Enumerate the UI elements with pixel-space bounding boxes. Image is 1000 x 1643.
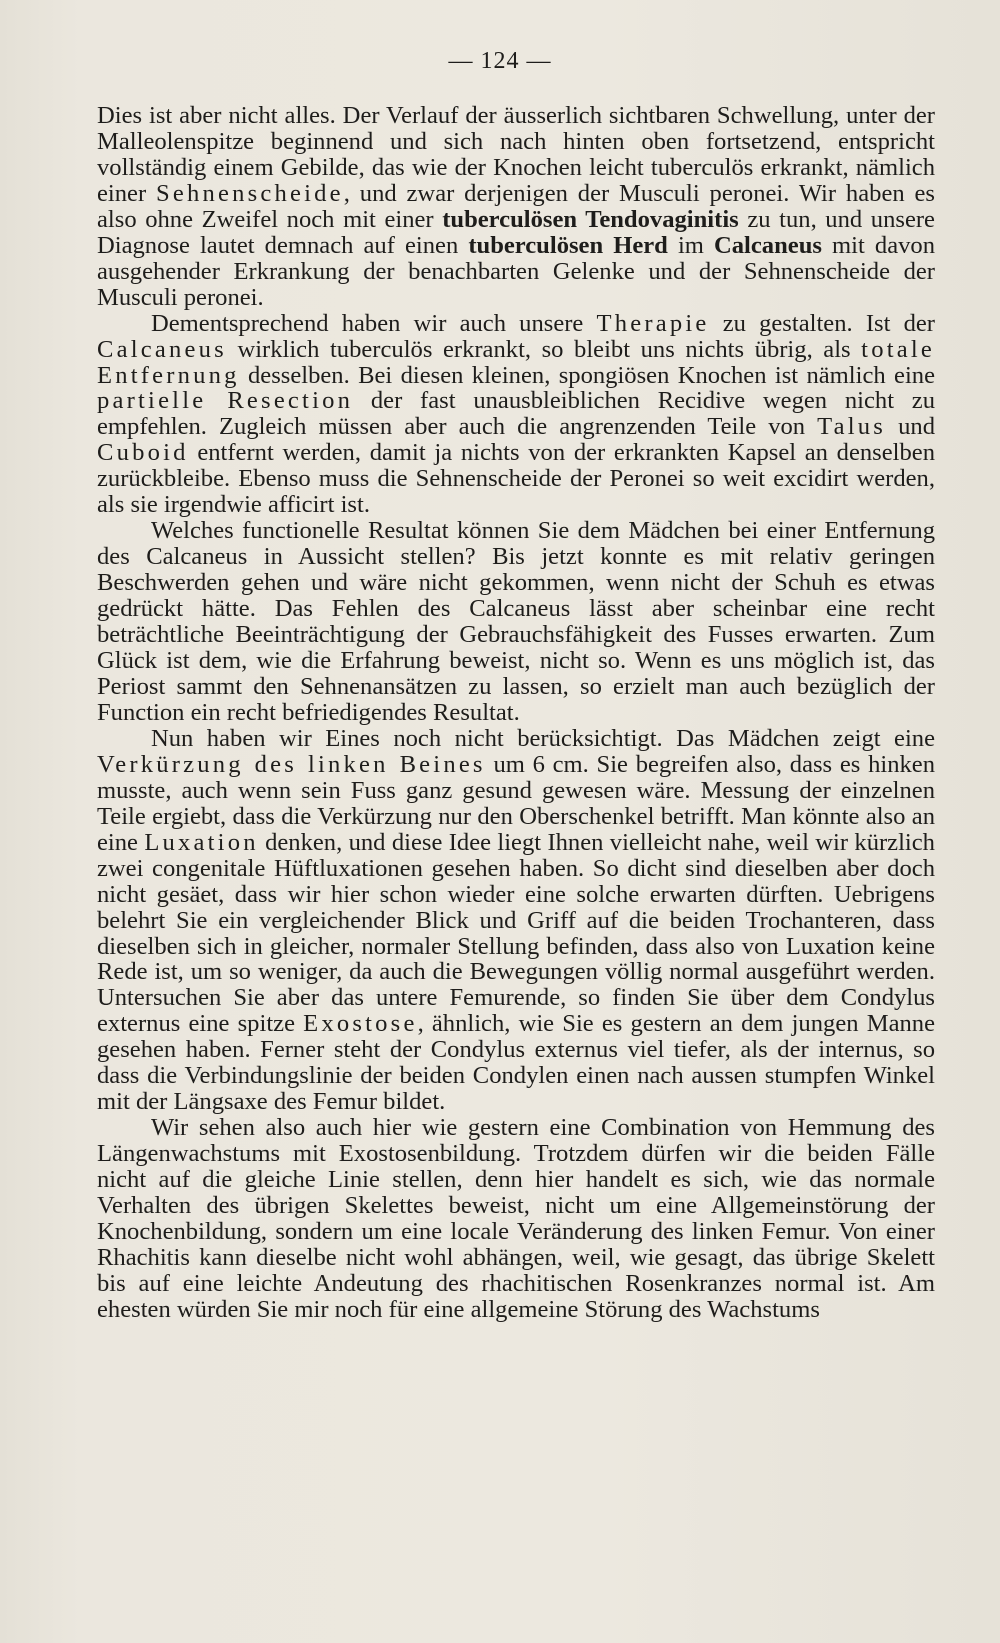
paragraph (97, 726, 935, 1115)
paragraph (97, 518, 935, 726)
paragraph (97, 311, 935, 519)
text-run: , und zwar derjenigen der Musculi peronei. Wir haben es also ohne Zweifel noch mit einer (97, 179, 935, 233)
text-run: im (667, 231, 714, 259)
text-run: Welches functionelle Resultat können Sie dem Mädchen bei einer Entfernung des Calcaneus in Aussicht stellen? Bis jetzt konnte es mit relativ geringen Beschwerden gehen und wäre nicht gekommen, wenn nicht der Schuh es etwas gedrückt hätte. Das Fehlen des Calcaneus lässt aber scheinbar eine recht beträchtliche Beeinträchtigung der Gebrauchsfähigkeit des Fusses erwarten. Zum Glück ist dem, wie die Erfahrung beweist, nicht so. Wenn es uns möglich ist, das Periost sammt den Sehnenansätzen zu lassen, so erzielt man auch bezüglich der Function ein recht befriedigendes Resultat. (97, 517, 935, 726)
spaced-text: Therapie (596, 309, 710, 337)
spaced-text: Talus (817, 413, 887, 441)
spaced-text: Verkürzung des linken Beines (97, 750, 486, 778)
text-run: entfernt werden, damit ja nichts von der erkrankten Kapsel an denselben zurückbleibe. Ebenso muss die Sehnenscheide der Peronei so weit excidirt werden, als sie irgendwie afficirt ist. (97, 439, 935, 519)
text-run: Dies ist aber nicht alles. Der Verlauf der äusserlich sichtbaren Schwellung, unter der Malleolenspitze beginnend und sich nach hinten oben fortsetzend, entspricht vollständig einem Gebilde, das wie der Knochen leicht tuberculös erkrankt, nämlich einer (97, 102, 935, 207)
text-run: Wir sehen also auch hier wie gestern eine Combination von Hemmung des Längenwachstums mit Exostosenbildung. Trotzdem dürfen wir die beiden Fälle nicht auf die gleiche Linie stellen, denn hier handelt es sich, wie das normale Verhalten des übrigen Skelettes beweist, nicht um eine Allgemeinstörung der Knochenbildung, sondern um eine locale Veränderung des linken Femur. Von einer Rhachitis kann dieselbe nicht wohl abhängen, weil, wie gesagt, das übrige Skelett bis auf eine leichte Andeutung des rhachitischen Rosenkranzes normal ist. Am ehesten würden Sie mir noch für eine allgemeine Störung des Wachstums (97, 1114, 935, 1323)
spaced-text: Luxation (144, 828, 259, 856)
text-run: denken, und diese Idee liegt Ihnen vielleicht nahe, weil wir kürzlich zwei congenitale Hüftluxationen gesehen haben. So dicht sind dieselben aber doch nicht gesäet, dass wir hier schon wieder eine solche erwarten dürften. Uebrigens belehrt Sie ein vergleichender Blick und Griff auf die beiden Trochanteren, dass dieselben sich in gleicher, normaler Stellung befinden, dass also von Luxation keine Rede ist, um so weniger, da auch die Bewegungen völlig normal ausgeführt werden. Untersuchen Sie aber das untere Femurende, so finden Sie über dem Condylus externus eine spitze (97, 828, 935, 1038)
spaced-text: partielle Resection (97, 387, 354, 415)
text-run: Nun haben wir Eines noch nicht berücksichtigt. Das Mädchen zeigt eine (151, 724, 935, 752)
text-run: mit davon ausgehender Erkrankung der benachbarten Gelenke und der Sehnenscheide der Musculi peronei. (97, 231, 936, 311)
spaced-text: Calcaneus (97, 335, 227, 363)
bold-text: tuberculösen Tendovaginitis (442, 205, 739, 233)
bold-text: tuberculösen Herd (468, 231, 668, 259)
spaced-text: Exostose (303, 1010, 418, 1038)
spaced-text: Sehnenscheide (156, 179, 344, 207)
text-run: zu gestalten. Ist der (709, 309, 935, 337)
text-run: zu tun, und unsere Diagnose lautet demnach auf einen (97, 205, 935, 259)
text-run: und (886, 413, 935, 441)
text-run: desselben. Bei diesen kleinen, spongiösen Knochen ist nämlich eine (239, 361, 935, 389)
page-number: — 124 — (448, 48, 552, 74)
spaced-text: Cuboid (97, 439, 189, 467)
text-run: der fast unausbleiblichen Recidive wegen nicht zu empfehlen. Zugleich müssen aber auch die angrenzenden Teile von (97, 387, 935, 441)
spaced-text: totale Entfernung (97, 335, 935, 389)
body-text (97, 103, 935, 1323)
text-run: , ähnlich, wie Sie es gestern an dem jungen Manne gesehen haben. Ferner steht der Condylus externus viel tiefer, als der internus, so dass die Verbindungslinie der beiden Condylen einen nach aussen stumpfen Winkel mit der Längsaxe des Femur bildet. (97, 1010, 935, 1116)
bold-text: Calcaneus (714, 231, 822, 259)
text-run: wirklich tuberculös erkrankt, so bleibt uns nichts übrig, als (226, 335, 862, 363)
text-run: um 6 cm. Sie begreifen also, dass es hinken musste, auch wenn sein Fuss ganz gesund gewesen wäre. Messung der einzelnen Teile ergiebt, dass die Verkürzung nur den Oberschenkel betrifft. Man könnte also an eine (97, 750, 936, 856)
paragraph (97, 1115, 935, 1323)
paragraph (97, 103, 935, 311)
text-run: Dementsprechend haben wir auch unsere (151, 309, 597, 337)
